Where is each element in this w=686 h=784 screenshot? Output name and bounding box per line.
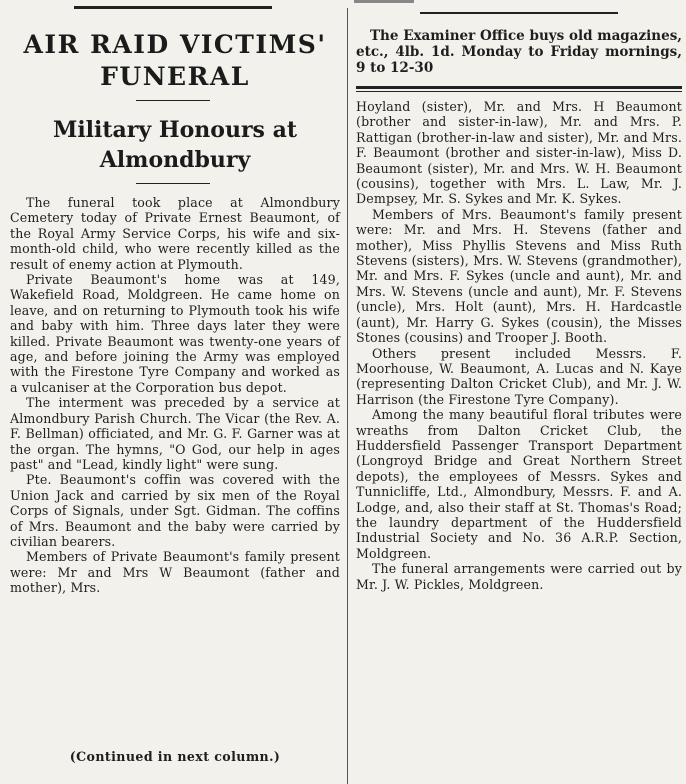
continued-note: (Continued in next column.) (69, 749, 281, 764)
article-body (10, 195, 340, 596)
notice-text: The Examiner Office buys old magazines, etc., 4lb. 1d. Monday to Friday mornings, 9 to 12-30 (356, 28, 682, 76)
article-paragraph: Pte. Beaumont's coffin was covered with the Union Jack and carried by six men of the Royal Corps of Signals, under Sgt. Gidman. The coffins of Mrs. Beaumont and the baby were carried by civilian bearers. (10, 472, 340, 549)
headline-line-2: FUNERAL (100, 62, 250, 91)
continuation-paragraph: Among the many beautiful floral tributes were wreaths from Dalton Cricket Club, the Huddersfield Passenger Transport Department (Longroyd Bridge and Great Northern Street depots), the employees of Messrs. Sykes and Tunnicliffe, Ltd., Almondbury, Messrs. F. and A. Lodge, and, also their staff at St. Thomas's Road; the laundry department of the Huddersfield Industrial Society and No. 36 A.R.P. Section, Moldgreen. (356, 407, 682, 561)
torn-edge (354, 0, 414, 3)
notice-rule-thick (356, 86, 682, 89)
continuation-paragraph: The funeral arrangements were carried out by Mr. J. W. Pickles, Moldgreen. (356, 561, 682, 592)
headline-divider (136, 100, 210, 101)
subheadline-line-2: Almondbury (99, 147, 251, 173)
office-notice (356, 28, 682, 76)
continuation-paragraph: Members of Mrs. Beaumont's family present were: Mr. and Mrs. H. Stevens (father and mother), Miss Phyllis Stevens and Miss Ruth Stevens (sisters), Mrs. W. Stevens (grandmother), Mr. and Mrs. F. Sykes (uncle and aunt), Mr. and Mrs. W. Stevens (uncle and aunt), Mr. F. Stevens (uncle), Mrs. Holt (aunt), Mrs. H. Hardcastle (aunt), Mr. Harry G. Sykes (cousin), the Misses Stones (cousins) and Trooper J. Booth. (356, 206, 682, 346)
article-paragraph: The interment was preceded by a service at Almondbury Parish Church. The Vicar (the Rev. A. F. Bellman) officiated, and Mr. G. F. Garner was at the organ. The hymns, "O God, our help in ages past" and "Lead, kindly light" were sung. (10, 395, 340, 472)
continuation-paragraph: Others present included Messrs. F. Moorhouse, W. Beaumont, A. Lucas and N. Kaye (representing Dalton Cricket Club), and Mr. J. W. Harrison (the Firestone Tyre Company). (356, 345, 682, 407)
headline-line-1: AIR RAID VICTIMS' (23, 30, 327, 59)
article-paragraph: Private Beaumont's home was at 149, Wakefield Road, Moldgreen. He came home on leave, and on returning to Plymouth took his wife and baby with him. Three days later they were killed. Private Beaumont was twenty-one years of age, and before joining the Army was employed with the Firestone Tyre Company and worked as a vulcaniser at the Corporation bus depot. (10, 272, 340, 395)
subheadline-line-1: Military Honours at (52, 117, 298, 143)
notice-rule-thin (356, 91, 682, 92)
column-separator (347, 8, 348, 784)
notice-top-rule (420, 12, 618, 14)
subhead-divider (136, 183, 210, 184)
top-rule (74, 6, 272, 9)
continuation-body (356, 99, 682, 592)
article-paragraph: The funeral took place at Almondbury Cemetery today of Private Ernest Beaumont, of the Royal Army Service Corps, his wife and six-month-old child, who were recently killed as the result of enemy action at Plymouth. (10, 195, 340, 272)
continuation-paragraph: Hoyland (sister), Mr. and Mrs. H Beaumont (brother and sister-in-law), Mr. and Mrs. P. Rattigan (brother-in-law and sister), Mr. and Mrs. F. Beaumont (brother and sister-in-law), Miss D. Beaumont (sister), Mr. and Mrs. W. H. Beaumont (cousins), together with Mrs. L. Law, Mr. J. Dempsey, Mr. S. Sykes and Mr. K. Sykes. (356, 99, 682, 207)
article-paragraph: Members of Private Beaumont's family present were: Mr and Mrs W Beaumont (father and mother), Mrs. (10, 549, 340, 596)
